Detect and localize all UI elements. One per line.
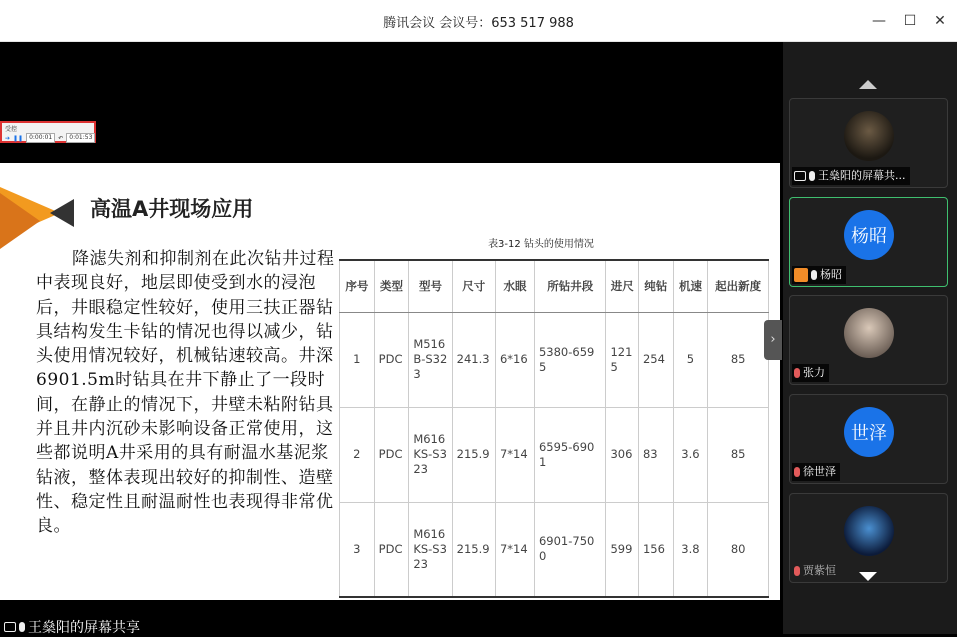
microphone-icon xyxy=(811,270,817,280)
table-cell: 215.9 xyxy=(452,502,495,597)
microphone-icon xyxy=(19,622,25,632)
table-cell: 80 xyxy=(708,502,769,597)
table-row xyxy=(340,407,769,502)
participant-name-tag xyxy=(792,562,840,580)
close-icon[interactable]: ✕ xyxy=(934,13,946,29)
participant-name: 徐世泽 xyxy=(803,465,836,478)
table-cell: 85 xyxy=(708,407,769,502)
participant-name-tag xyxy=(792,463,840,481)
table-header: 所钻井段 xyxy=(534,260,606,312)
table-header: 类型 xyxy=(374,260,409,312)
total-time: 0:01:53 xyxy=(66,133,95,143)
table-cell: 5380-6595 xyxy=(534,312,606,407)
table-cell: 254 xyxy=(638,312,673,407)
table-cell: 7*14 xyxy=(495,502,534,597)
screen-share-icon xyxy=(4,622,16,632)
table-cell: 7*14 xyxy=(495,407,534,502)
table-cell: 215.9 xyxy=(452,407,495,502)
avatar: 世泽 xyxy=(844,407,894,457)
table-header: 尺寸 xyxy=(452,260,495,312)
table-cell: M616KS-S323 xyxy=(409,407,452,502)
table-header: 纯钻 xyxy=(638,260,673,312)
participant-name: 王燊阳的屏幕共... xyxy=(818,169,906,182)
table-cell: PDC xyxy=(374,502,409,597)
table-cell: 6*16 xyxy=(495,312,534,407)
microphone-muted-icon xyxy=(794,368,800,378)
table-header: 起出新度 xyxy=(708,260,769,312)
elapsed-time: 0:00:01 xyxy=(26,133,55,143)
next-icon[interactable]: ➔ xyxy=(5,134,11,142)
avatar xyxy=(844,111,894,161)
participant-tile[interactable] xyxy=(789,394,948,484)
reset-icon[interactable]: ↶ xyxy=(58,134,64,142)
avatar xyxy=(844,506,894,556)
table-cell: 3 xyxy=(340,502,375,597)
table-cell: PDC xyxy=(374,407,409,502)
slide-title: 高温A井现场应用 xyxy=(90,197,254,221)
participant-name: 杨昭 xyxy=(820,268,842,281)
table-row xyxy=(340,312,769,407)
slide-title-arrow-icon xyxy=(50,199,74,227)
participant-tile[interactable] xyxy=(789,295,948,385)
microphone-icon xyxy=(809,171,815,181)
participant-name: 贾紫恒 xyxy=(803,564,836,577)
presentation-slide xyxy=(0,163,780,600)
table-cell: 5 xyxy=(673,312,708,407)
table-cell: PDC xyxy=(374,312,409,407)
table-header: 型号 xyxy=(409,260,452,312)
presenter-toolbar-label: 受控 xyxy=(5,126,18,133)
maximize-icon[interactable]: ☐ xyxy=(903,13,917,29)
slide-body-text: 降滤失剂和抑制剂在此次钻井过程中表现良好，地层即使受到水的浸泡后，井眼稳定性较好，使用三扶正器钻具结构发生卡钻的情况也得以减少，钻头使用情况较好，机械钻速较高。井深6901.5m时钻具在井下静止了一段时间，在静止的情况下，井壁未粘附钻具并且井内沉砂未影响设备正常使用，这些都说明A井采用的具有耐温水基泥浆钻液，整体表现出较好的抑制性、造壁性、稳定性且耐温耐性也表现得非常优良。 xyxy=(36,249,335,537)
avatar xyxy=(844,308,894,358)
table-caption: 表3-12 钻头的使用情况 xyxy=(488,239,594,250)
drill-bit-table xyxy=(339,259,769,598)
participant-tile[interactable] xyxy=(789,197,948,287)
window-title: 腾讯会议 会议号：653 517 988 xyxy=(383,16,574,31)
table-cell: 6901-7500 xyxy=(534,502,606,597)
screen-share-label xyxy=(4,617,140,637)
table-cell: 599 xyxy=(606,502,639,597)
shared-screen-area xyxy=(0,42,783,634)
table-cell: 306 xyxy=(606,407,639,502)
table-cell: 3.8 xyxy=(673,502,708,597)
table-header: 水眼 xyxy=(495,260,534,312)
participant-sidebar xyxy=(783,42,957,634)
slide-decoration xyxy=(0,193,40,249)
table-cell: 1 xyxy=(340,312,375,407)
table-header: 机速 xyxy=(673,260,708,312)
pause-icon[interactable]: ❚❚ xyxy=(13,134,24,142)
table-cell: 241.3 xyxy=(452,312,495,407)
avatar: 杨昭 xyxy=(844,210,894,260)
table-header: 序号 xyxy=(340,260,375,312)
presenter-toolbar[interactable] xyxy=(0,121,96,143)
table-cell: 83 xyxy=(638,407,673,502)
participant-name-tag xyxy=(792,364,829,382)
screen-share-icon xyxy=(794,171,806,181)
table-cell: 2 xyxy=(340,407,375,502)
host-icon xyxy=(794,268,808,282)
title-bar xyxy=(0,0,957,42)
table-cell: 1215 xyxy=(606,312,639,407)
table-cell: M616KS-S323 xyxy=(409,502,452,597)
scroll-down-icon[interactable] xyxy=(859,572,877,581)
table-cell: 3.6 xyxy=(673,407,708,502)
participant-tile[interactable] xyxy=(789,98,948,188)
table-cell: 6595-6901 xyxy=(534,407,606,502)
participant-name-tag xyxy=(792,266,846,284)
participant-name: 张力 xyxy=(803,366,825,379)
table-row xyxy=(340,502,769,597)
collapse-sidebar-button[interactable]: › xyxy=(764,320,782,360)
scroll-up-icon[interactable] xyxy=(859,80,877,89)
table-cell: 85 xyxy=(708,312,769,407)
screen-share-name: 王燊阳的屏幕共享 xyxy=(28,620,140,636)
participant-tile[interactable] xyxy=(789,493,948,583)
minimize-icon[interactable]: — xyxy=(872,13,886,29)
table-cell: M516B-S323 xyxy=(409,312,452,407)
table-header: 进尺 xyxy=(606,260,639,312)
microphone-muted-icon xyxy=(794,566,800,576)
table-cell: 156 xyxy=(638,502,673,597)
microphone-muted-icon xyxy=(794,467,800,477)
participant-name-tag xyxy=(792,167,910,185)
